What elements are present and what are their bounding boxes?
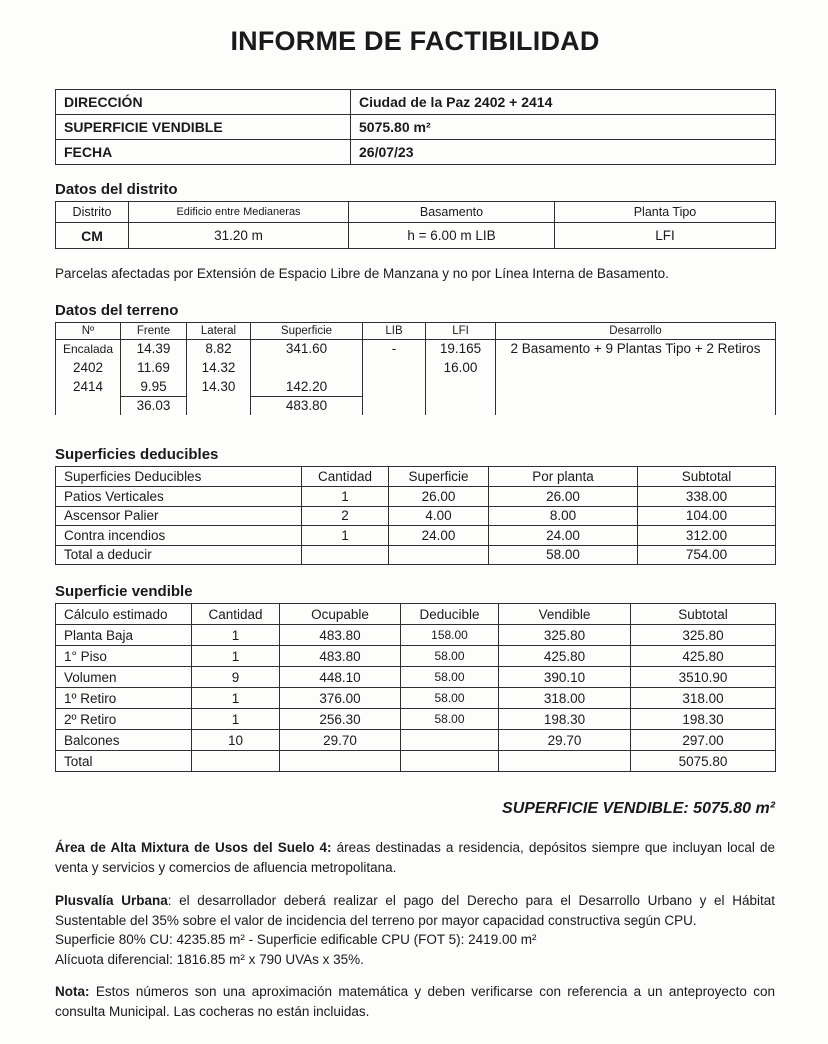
superficie-vendible-total-line: SUPERFICIE VENDIBLE: 5075.80 m² <box>502 800 775 818</box>
data-cell: 11.69 <box>121 358 187 377</box>
data-cell: 8.00 <box>489 506 638 526</box>
data-cell-concepto: Volumen <box>56 667 192 688</box>
data-cell: 4.00 <box>389 506 489 526</box>
header-cell-deducibles: Superficies Deducibles <box>56 467 302 487</box>
data-cell: 58.00 <box>401 688 499 709</box>
data-cell: 9.95 <box>121 377 187 396</box>
header-cell-lib: LIB <box>363 322 426 339</box>
data-cell: 483.80 <box>280 625 401 646</box>
data-cell: 24.00 <box>389 526 489 546</box>
data-cell: 318.00 <box>499 688 631 709</box>
terreno-table <box>55 322 776 416</box>
data-cell: 338.00 <box>638 487 776 507</box>
table-sum-row <box>56 396 776 415</box>
data-cell-concepto: 1° Piso <box>56 646 192 667</box>
table-row <box>56 506 776 526</box>
data-cell: 58.00 <box>401 667 499 688</box>
data-cell-planta-tipo: LFI <box>555 223 776 249</box>
data-cell: 104.00 <box>638 506 776 526</box>
data-cell: 16.00 <box>426 358 496 377</box>
property-info-table <box>55 89 776 165</box>
table-header-row <box>56 467 776 487</box>
data-cell: 9 <box>192 667 280 688</box>
plusvalia-lead: Plusvalía Urbana <box>55 893 168 909</box>
data-cell-superficie-total: 483.80 <box>251 396 363 415</box>
data-cell: 198.30 <box>631 709 776 730</box>
superficie-vendible-table <box>55 603 776 772</box>
data-cell: 318.00 <box>631 688 776 709</box>
data-cell: 448.10 <box>280 667 401 688</box>
data-cell: 58.00 <box>401 709 499 730</box>
data-cell: 425.80 <box>631 646 776 667</box>
data-cell: 1 <box>192 709 280 730</box>
page-title: INFORME DE FACTIBILIDAD <box>230 26 600 56</box>
data-cell: 14.39 <box>121 339 187 358</box>
plusvalia-alicuota-line: Alícuota diferencial: 1816.85 m² x 790 UVAs x 35%. <box>55 951 364 967</box>
data-cell <box>363 377 426 396</box>
info-value-direccion: Ciudad de la Paz 2402 + 2414 <box>351 90 776 115</box>
nota-body: Estos números son una aproximación matemática y deben verificarse con referencia a un anteproyecto con consulta Municipal. Las cocheras no están incluidas. <box>55 984 775 1019</box>
data-cell: Encalada <box>56 339 121 358</box>
data-cell: 2402 <box>56 358 121 377</box>
table-row <box>56 223 776 249</box>
data-cell <box>363 358 426 377</box>
table-row <box>56 667 776 688</box>
header-cell-planta-tipo: Planta Tipo <box>555 202 776 223</box>
table-row <box>56 140 776 165</box>
nota-paragraph <box>55 982 775 1021</box>
data-cell: 312.00 <box>638 526 776 546</box>
data-cell: 198.30 <box>499 709 631 730</box>
info-label-fecha: FECHA <box>56 140 351 165</box>
data-cell: 2414 <box>56 377 121 396</box>
info-value-superficie-vendible: 5075.80 m² <box>351 115 776 140</box>
data-cell <box>496 377 776 396</box>
section-heading-superficies-deducibles: Superficies deducibles <box>55 446 219 464</box>
data-cell: 1 <box>302 487 389 507</box>
header-cell-frente: Frente <box>121 322 187 339</box>
data-cell: 256.30 <box>280 709 401 730</box>
data-cell: - <box>363 339 426 358</box>
header-cell-cantidad: Cantidad <box>192 604 280 625</box>
data-cell: 425.80 <box>499 646 631 667</box>
info-label-superficie-vendible: SUPERFICIE VENDIBLE <box>56 115 351 140</box>
data-cell: 1 <box>302 526 389 546</box>
header-cell-vendible: Vendible <box>499 604 631 625</box>
data-cell: 26.00 <box>489 487 638 507</box>
data-cell: 29.70 <box>280 730 401 751</box>
distrito-table <box>55 201 776 249</box>
data-cell-edificio: 31.20 m <box>129 223 349 249</box>
table-row <box>56 730 776 751</box>
data-cell-distrito-code: CM <box>56 223 129 249</box>
data-cell: 142.20 <box>251 377 363 396</box>
table-total-row <box>56 751 776 772</box>
header-cell-subtotal: Subtotal <box>638 467 776 487</box>
data-cell: 24.00 <box>489 526 638 546</box>
data-cell-concepto: Planta Baja <box>56 625 192 646</box>
data-cell: 58.00 <box>401 646 499 667</box>
data-cell <box>426 396 496 415</box>
data-cell-concepto: 1º Retiro <box>56 688 192 709</box>
data-cell: 1 <box>192 625 280 646</box>
section-heading-superficie-vendible: Superficie vendible <box>55 583 193 601</box>
mixtura-paragraph <box>55 838 775 877</box>
data-cell: 158.00 <box>401 625 499 646</box>
info-value-fecha: 26/07/23 <box>351 140 776 165</box>
info-label-direccion: DIRECCIÓN <box>56 90 351 115</box>
data-cell: 754.00 <box>638 545 776 565</box>
data-cell: 376.00 <box>280 688 401 709</box>
data-cell <box>192 751 280 772</box>
table-row <box>56 377 776 396</box>
section-heading-datos-del-distrito: Datos del distrito <box>55 181 178 198</box>
data-cell: 390.10 <box>499 667 631 688</box>
header-cell-superficie: Superficie <box>389 467 489 487</box>
plusvalia-body: : el desarrollador deberá realizar el pago del Derecho para el Desarrollo Urbano y el Hábitat Sustentable del 35% sobre el valor de incidencia del terreno por mayor capacidad constructiva según CPU. <box>55 893 775 928</box>
data-cell <box>187 396 251 415</box>
header-cell-calculo: Cálculo estimado <box>56 604 192 625</box>
superficies-deducibles-table <box>55 466 776 565</box>
data-cell: 297.00 <box>631 730 776 751</box>
plusvalia-superficie-line: Superficie 80% CU: 4235.85 m² - Superficie edificable CPU (FOT 5): 2419.00 m² <box>55 932 537 948</box>
header-cell-lfi: LFI <box>426 322 496 339</box>
data-cell-concepto: Patios Verticales <box>56 487 302 507</box>
section-heading-datos-del-terreno: Datos del terreno <box>55 301 179 319</box>
data-cell <box>280 751 401 772</box>
data-cell: 1 <box>192 646 280 667</box>
data-cell <box>302 545 389 565</box>
header-cell-edificio: Edificio entre Medianeras <box>129 202 349 223</box>
table-row <box>56 487 776 507</box>
data-cell: 19.165 <box>426 339 496 358</box>
data-cell: 325.80 <box>499 625 631 646</box>
data-cell-concepto: Total a deducir <box>56 545 302 565</box>
table-row <box>56 358 776 377</box>
table-row <box>56 709 776 730</box>
data-cell-grand-total: 5075.80 <box>631 751 776 772</box>
table-row <box>56 688 776 709</box>
mixtura-body: áreas destinadas a residencia, depósitos siempre que incluyan local de venta y servicios y comercios de afluencia metropolitana. <box>55 840 775 875</box>
data-cell <box>56 396 121 415</box>
table-row <box>56 339 776 358</box>
data-cell <box>426 377 496 396</box>
table-row <box>56 90 776 115</box>
data-cell: 14.32 <box>187 358 251 377</box>
data-cell <box>496 358 776 377</box>
data-cell-concepto: Total <box>56 751 192 772</box>
data-cell-basamento: h = 6.00 m LIB <box>349 223 555 249</box>
header-cell-numero: Nº <box>56 322 121 339</box>
table-row <box>56 646 776 667</box>
data-cell: 325.80 <box>631 625 776 646</box>
header-cell-cantidad: Cantidad <box>302 467 389 487</box>
table-row <box>56 526 776 546</box>
data-cell-concepto: Contra incendios <box>56 526 302 546</box>
data-cell: 29.70 <box>499 730 631 751</box>
data-cell-concepto: Balcones <box>56 730 192 751</box>
data-cell <box>251 358 363 377</box>
data-cell: 14.30 <box>187 377 251 396</box>
data-cell: 341.60 <box>251 339 363 358</box>
header-cell-distrito: Distrito <box>56 202 129 223</box>
header-cell-deducible: Deducible <box>401 604 499 625</box>
data-cell-concepto: 2º Retiro <box>56 709 192 730</box>
data-cell: 3510.90 <box>631 667 776 688</box>
data-cell <box>401 730 499 751</box>
data-cell: 483.80 <box>280 646 401 667</box>
data-cell-frente-total: 36.03 <box>121 396 187 415</box>
header-cell-subtotal: Subtotal <box>631 604 776 625</box>
data-cell: 10 <box>192 730 280 751</box>
nota-lead: Nota: <box>55 984 90 1000</box>
data-cell: 8.82 <box>187 339 251 358</box>
data-cell: 1 <box>192 688 280 709</box>
parcelas-note: Parcelas afectadas por Extensión de Espacio Libre de Manzana y no por Línea Interna de Basamento. <box>55 266 669 281</box>
mixtura-lead: Área de Alta Mixtura de Usos del Suelo 4: <box>55 840 332 856</box>
header-cell-por-planta: Por planta <box>489 467 638 487</box>
table-row <box>56 115 776 140</box>
data-cell <box>496 396 776 415</box>
table-header-row <box>56 322 776 339</box>
table-row <box>56 625 776 646</box>
data-cell <box>499 751 631 772</box>
plusvalia-paragraph <box>55 891 775 930</box>
header-cell-basamento: Basamento <box>349 202 555 223</box>
data-cell-concepto: Ascensor Palier <box>56 506 302 526</box>
data-cell-desarrollo: 2 Basamento + 9 Plantas Tipo + 2 Retiros <box>496 339 776 358</box>
data-cell <box>401 751 499 772</box>
data-cell: 58.00 <box>489 545 638 565</box>
data-cell: 2 <box>302 506 389 526</box>
table-header-row <box>56 604 776 625</box>
data-cell: 26.00 <box>389 487 489 507</box>
data-cell <box>389 545 489 565</box>
header-cell-lateral: Lateral <box>187 322 251 339</box>
table-header-row <box>56 202 776 223</box>
table-total-row <box>56 545 776 565</box>
data-cell <box>363 396 426 415</box>
header-cell-ocupable: Ocupable <box>280 604 401 625</box>
header-cell-desarrollo: Desarrollo <box>496 322 776 339</box>
header-cell-superficie: Superficie <box>251 322 363 339</box>
